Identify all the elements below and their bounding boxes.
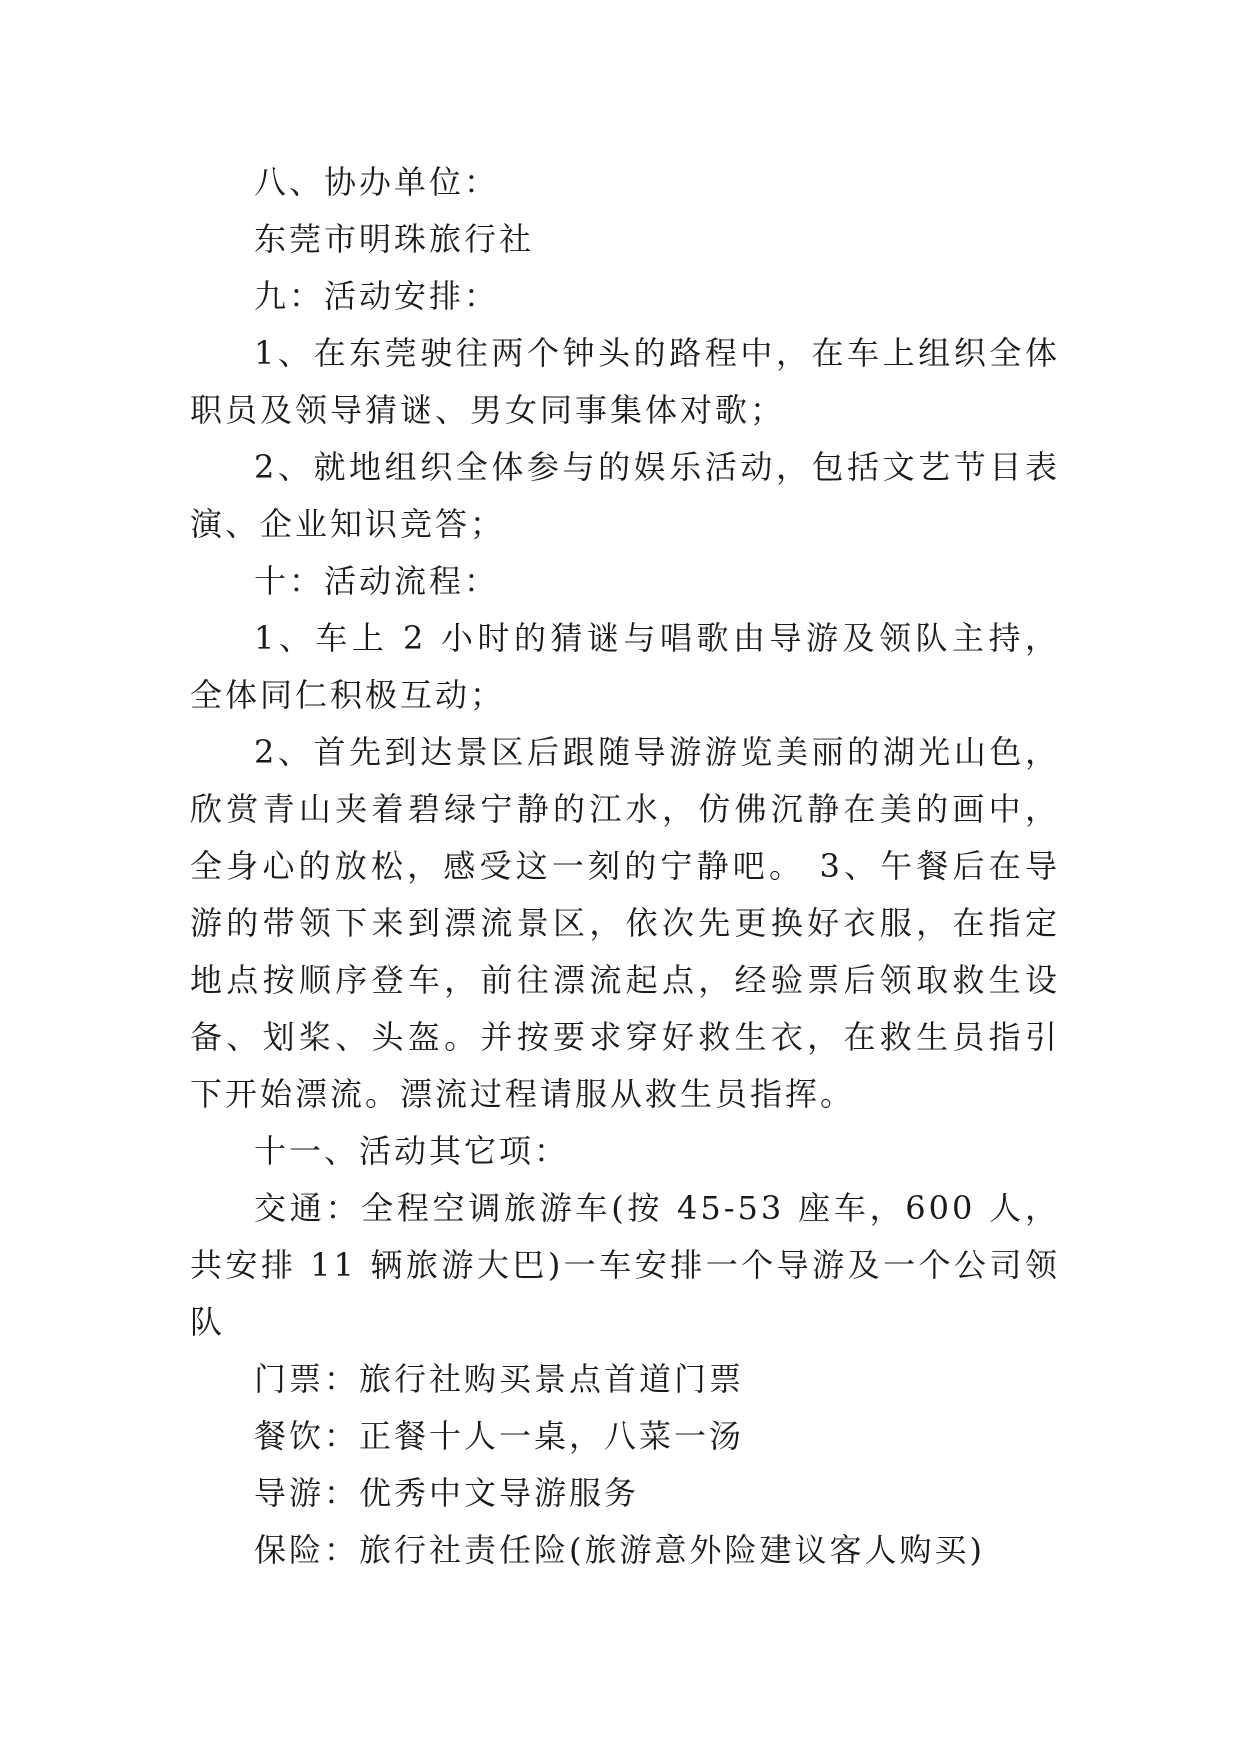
co-organizer-name: 东莞市明珠旅行社: [254, 220, 535, 258]
process-item-2-3: 2、首先到达景区后跟随导游游览美丽的湖光山色，欣赏青山夹着碧绿宁静的江水，仿佛沉静在美的画中，全身心的放松，感受这一刻的宁静吧。 3、午餐后在导游的带领下来到漂流景区，依次先更换好衣服，在指定地点按顺序登车，前往漂流起点，经验票后领取救生设备、划桨、头盔。并按要求穿好救生衣，在救生员指引下开始漂流。漂流过程请服从救生员指挥。: [190, 733, 1060, 1113]
process-item-1: 1、车上 2 小时的猜谜与唱歌由导游及领队主持，全体同仁积极互动；: [190, 619, 1060, 714]
arrangement-item-1: 1、在东莞驶往两个钟头的路程中，在车上组织全体职员及领导猜谜、男女同事集体对歌；: [190, 334, 1060, 429]
other-guide: 导游：优秀中文导游服务: [254, 1474, 640, 1512]
document-body: [190, 154, 1060, 1579]
section-heading-process: 十：活动流程：: [254, 562, 500, 600]
section-heading-arrangement: 九：活动安排：: [254, 277, 500, 315]
other-insurance: 保险：旅行社责任险(旅游意外险建议客人购买): [254, 1531, 985, 1569]
arrangement-item-2: 2、就地组织全体参与的娱乐活动，包括文艺节目表演、企业知识竞答；: [190, 448, 1060, 543]
other-transport: 交通：全程空调旅游车(按 45-53 座车，600 人，共安排 11 辆旅游大巴)一车安排一个导游及一个公司领队: [190, 1189, 1060, 1341]
other-meals: 餐饮：正餐十人一桌，八菜一汤: [254, 1417, 745, 1455]
other-tickets: 门票：旅行社购买景点首道门票: [254, 1360, 745, 1398]
section-heading-other: 十一、活动其它项：: [254, 1132, 570, 1170]
section-heading-co-organizer: 八、协办单位：: [254, 163, 500, 201]
